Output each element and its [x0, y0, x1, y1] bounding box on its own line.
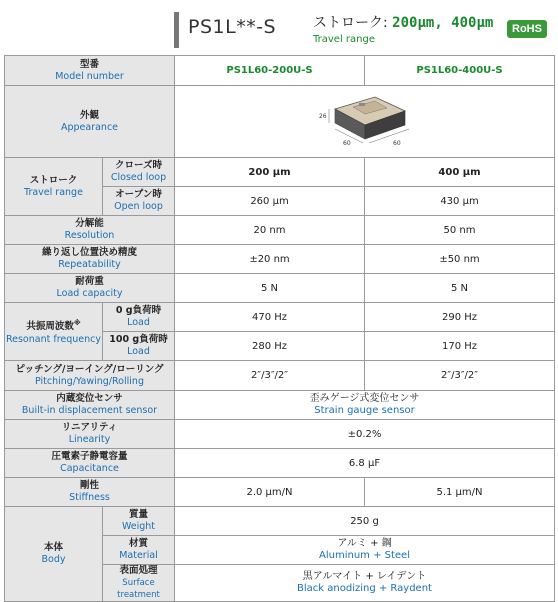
load100-label: 100 g負荷時 Load	[103, 332, 175, 361]
sensor-label: 内蔵変位センサ Built-in displacement sensor	[5, 391, 175, 420]
stroke-value: 200μm, 400μm	[392, 15, 494, 31]
body-label: 本体 Body	[5, 507, 103, 602]
stiffness-label: 剛性 Stiffness	[5, 478, 175, 507]
load100-v2: 170 Hz	[365, 332, 555, 361]
header-accent-bar	[174, 12, 179, 48]
stiffness-v2: 5.1 μm/N	[365, 478, 555, 507]
repeatability-label: 繰り返し位置決め精度 Repeatability	[5, 245, 175, 274]
linearity-label: リニアリティ Linearity	[5, 420, 175, 449]
resonant-label: 共振周波数※ Resonant frequency	[5, 303, 103, 361]
page-header	[0, 0, 558, 55]
weight-label: 質量 Weight	[103, 507, 175, 536]
appearance-image	[175, 86, 555, 158]
pitching-v1: 2″/3″/2″	[175, 361, 365, 391]
closed-loop-label: クローズ時 Closed loop	[103, 158, 175, 187]
load-v2: 5 N	[365, 274, 555, 303]
repeatability-v1: ±20 nm	[175, 245, 365, 274]
pitching-v2: 2″/3″/2″	[365, 361, 555, 391]
stiffness-v1: 2.0 μm/N	[175, 478, 365, 507]
model-1: PS1L60-200U-S	[175, 56, 365, 86]
row-appearance	[5, 86, 555, 158]
row-capacitance	[5, 449, 555, 478]
resolution-v1: 20 nm	[175, 216, 365, 245]
load100-v1: 280 Hz	[175, 332, 365, 361]
open-loop-label: オープン時 Open loop	[103, 187, 175, 216]
model-label: 型番 Model number	[5, 56, 175, 86]
row-resonant-0g	[5, 303, 555, 332]
appearance-label: 外観 Appearance	[5, 86, 175, 158]
material-label: 材質 Material	[103, 536, 175, 565]
weight-value: 250 g	[175, 507, 555, 536]
resolution-label: 分解能 Resolution	[5, 216, 175, 245]
dim-width: 60	[392, 140, 401, 147]
surface-value: 黒アルマイト + レイデント Black anodizing + Raydent	[175, 565, 555, 602]
open-v2: 430 μm	[365, 187, 555, 216]
repeatability-v2: ±50 nm	[365, 245, 555, 274]
row-model	[5, 56, 555, 86]
load0-v1: 470 Hz	[175, 303, 365, 332]
stroke-en: Travel range	[313, 34, 375, 45]
load0-label: 0 g負荷時 Load	[103, 303, 175, 332]
rohs-badge: RoHS	[507, 20, 547, 38]
row-load	[5, 274, 555, 303]
row-body-weight	[5, 507, 555, 536]
row-sensor	[5, 391, 555, 420]
capacitance-value: 6.8 μF	[175, 449, 555, 478]
pitching-label: ピッチング/ヨーイング/ローリング Pitching/Yawing/Rolling	[5, 361, 175, 391]
row-stiffness	[5, 478, 555, 507]
row-repeatability	[5, 245, 555, 274]
load-v1: 5 N	[175, 274, 365, 303]
series-model: PS1L**-S	[188, 16, 277, 38]
closed-v2: 400 μm	[365, 158, 555, 187]
travel-label: ストローク Travel range	[5, 158, 103, 216]
stroke-heading	[313, 12, 493, 32]
load-label: 耐荷重 Load capacity	[5, 274, 175, 303]
row-travel-closed	[5, 158, 555, 187]
stage-illustration	[305, 87, 425, 153]
linearity-value: ±0.2%	[175, 420, 555, 449]
material-value: アルミ + 鋼 Aluminum + Steel	[175, 536, 555, 565]
surface-label: 表面処理 Surface treatment	[103, 565, 175, 602]
open-v1: 260 μm	[175, 187, 365, 216]
spec-table	[4, 55, 555, 602]
row-pitching	[5, 361, 555, 391]
dim-height: 26	[318, 113, 327, 120]
sensor-value: 歪みゲージ式変位センサ Strain gauge sensor	[175, 391, 555, 420]
capacitance-label: 圧電素子静電容量 Capacitance	[5, 449, 175, 478]
load0-v2: 290 Hz	[365, 303, 555, 332]
row-linearity	[5, 420, 555, 449]
stroke-label: ストローク:	[313, 15, 388, 31]
model-2: PS1L60-400U-S	[365, 56, 555, 86]
dim-depth: 60	[342, 140, 351, 147]
row-resolution	[5, 216, 555, 245]
resolution-v2: 50 nm	[365, 216, 555, 245]
closed-v1: 200 μm	[175, 158, 365, 187]
